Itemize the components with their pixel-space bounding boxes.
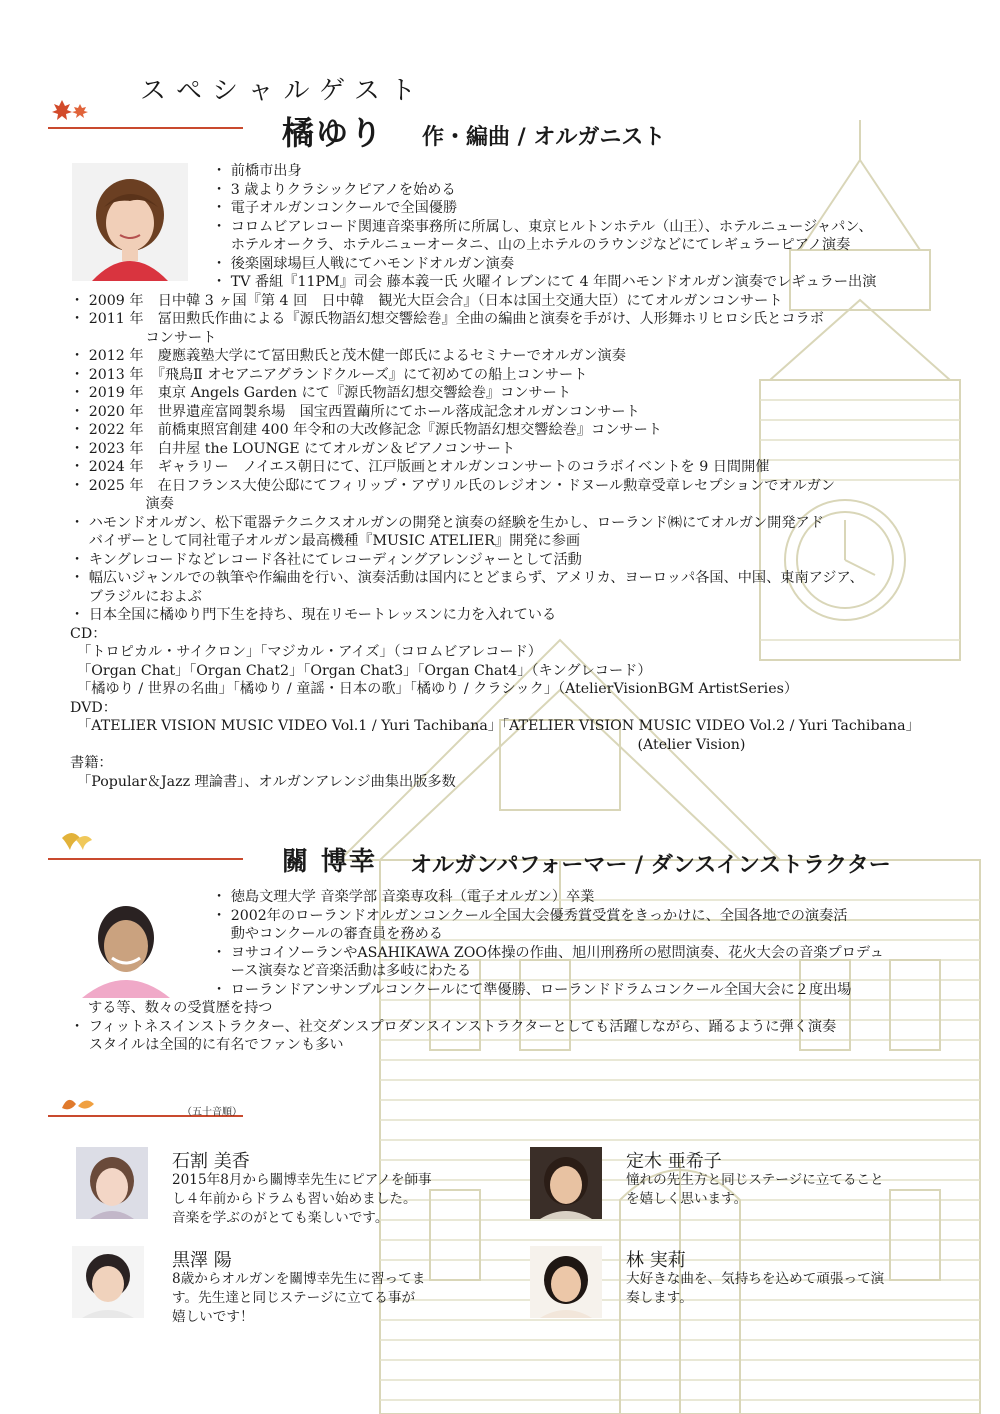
performer-comment-line: す。先生達と同じステージに立てる事が: [172, 1290, 416, 1306]
performer-name: 定木 亜希子: [626, 1151, 722, 1172]
guest1-bio-line: ・ TV 番組『11PM』司会 藤本義一氏 火曜イレブンにて 4 年間ハモンドオルガン演奏でレギュラー出演: [212, 274, 877, 290]
maple-leaf-icon: [52, 96, 92, 124]
guest1-bio-line: ・ 日本全国に橘ゆり門下生を持ち、現在リモートレッスンに力を入れている: [70, 607, 557, 623]
performer-photo: [72, 1246, 144, 1318]
guest1-bio: [70, 162, 920, 791]
performer-comment-line: を嬉しく思います。: [626, 1191, 748, 1207]
guest2-bio-line: スタイルは全国的に有名でファンも多い: [70, 1037, 344, 1053]
performer-photo: [530, 1246, 602, 1318]
performer-comment-line: し４年前からドラムも習い始めました。: [172, 1191, 417, 1207]
guest1-bio-line: ・ キングレコードなどレコード各社にてレコーディングアレンジャーとして活動: [70, 551, 582, 568]
performer-name: 石割 美香: [172, 1151, 250, 1172]
guest2-bio-line: する等、数々の受賞歴を持つ: [88, 1000, 273, 1016]
autumn-leaves-icon: [58, 1094, 98, 1114]
guest1-bio-line: ホテルオークラ、ホテルニューオータニ、山の上ホテルのラウンジなどにてレギュラーピアノ演奏: [212, 237, 851, 253]
guest1-bio-line: ・ 前橋市出身: [212, 163, 302, 179]
guest1-bio-line: ・ 2012 年 慶應義塾大学にて冨田勲氏と茂木健一郎氏によるセミナーでオルガン演奏: [70, 348, 626, 364]
section-divider: [48, 858, 243, 860]
performer-comment-line: 2015年8月から關博幸先生にピアノを師事: [172, 1172, 432, 1188]
ginkgo-leaf-icon: [58, 828, 94, 854]
performer-comment: [172, 1171, 432, 1228]
guest1-role: 作・編曲 / オルガニスト: [422, 125, 666, 150]
performer-comment-line: 嬉しいです！: [172, 1309, 254, 1325]
guest1-bio-line: 演奏: [70, 496, 174, 512]
guest1-bio-line: ・ 2024 年 ギャラリー ノイエス朝日にて、江戸版画とオルガンコンサートのコラボイベントを 9 日間開催: [70, 459, 770, 475]
guest2-bio-line: ・ 徳島文理大学 音楽学部 音楽専攻科（電子オルガン）卒業: [212, 889, 595, 905]
guest1-cd-line: 「トロピカル・サイクロン」「マジカル・アイズ」（コロムビアレコード）: [70, 644, 542, 660]
guest1-bio-line: ・ ハモンドオルガン、松下電器テクニクスオルガンの開発と演奏の経験を生かし、ローランド㈱にてオルガン開発アド: [70, 514, 824, 531]
performer-name: 林 実莉: [626, 1250, 686, 1271]
guest1-name: 橘ゆり: [282, 114, 385, 152]
guest2-bio-line: ・ ローランドアンサンブルコンクールにて準優勝、ローランドドラムコンクール全国大会に２度出場: [212, 981, 852, 998]
performer-comment: [626, 1171, 884, 1209]
guest1-cd-line: 「Organ Chat」「Organ Chat2」「Organ Chat3」「Organ Chat4」（キングレコード）: [70, 662, 652, 679]
order-note: （五十音順）: [182, 1107, 242, 1118]
performer-photo: [530, 1147, 602, 1219]
guest1-books-heading: 書籍：: [70, 755, 113, 771]
guest1-bio-line: ・ 2022 年 前橋東照宮創建 400 年令和の大改修記念『源氏物語幻想交響絵巻』コンサート: [70, 422, 662, 438]
guest1-dvd-heading: DVD：: [70, 699, 117, 716]
guest1-bio-line: バイザーとして同社電子オルガン最高機種『MUSIC ATELIER』開発に参画: [70, 533, 581, 549]
guest1-cd-line: 「橘ゆり / 世界の名曲」「橘ゆり / 童謡・日本の歌」「橘ゆり / クラシック」（AtelierVisionBGM ArtistSeries）: [70, 681, 799, 697]
performer-comment-line: 奏します。: [626, 1290, 693, 1306]
guest1-bio-line: ・ 2009 年 日中韓 3 ヶ国『第 4 回 日中韓 観光大臣会合』（日本は国土交通大臣）にてオルガンコンサート: [70, 292, 783, 309]
special-guest-heading: スペシャルゲスト: [140, 76, 426, 106]
guest2-bio-line: 動やコンクールの審査員を務める: [212, 926, 443, 942]
guest1-bio-line: ・ 2023 年 白井屋 the LOUNGE にてオルガン＆ピアノコンサート: [70, 440, 516, 457]
guest1-bio-line: ・ 幅広いジャンルでの執筆や作編曲を行い、演奏活動は国内にとどまらず、アメリカ、ヨーロッパ各国、中国、東南アジア、: [70, 570, 864, 586]
guest1-bio-line: ・ 2019 年 東京 Angels Garden にて『源氏物語幻想交響絵巻』コンサート: [70, 385, 572, 401]
guest1-bio-line: ・ 2011 年 冨田勲氏作曲による『源氏物語幻想交響絵巻』全曲の編曲と演奏を手がけ、人形舞ホリヒロシ氏とコラボ: [70, 311, 824, 327]
performer-comment-line: 大好きな曲を、気持ちを込めて頑張って演: [626, 1271, 885, 1287]
guest2-role: オルガンパフォーマー / ダンスインストラクター: [410, 853, 891, 878]
guest1-bio-line: ・ 3 歳よりクラシックピアノを始める: [212, 181, 456, 198]
performer-comment: [172, 1270, 425, 1327]
guest2-bio-line: ・ ヨサコイソーランやASAHIKAWA ZOO体操の作曲、旭川刑務所の慰問演奏、花火大会の音楽プロデュ: [212, 944, 884, 961]
guest1-cd-heading: CD：: [70, 625, 107, 642]
guest1-dvd-line: 「ATELIER VISION MUSIC VIDEO Vol.1 / Yuri Tachibana」「ATELIER VISION MUSIC VIDEO Vol.2 / Yuri Tachibana」: [70, 718, 920, 734]
guest1-books-line: 「Popular＆Jazz 理論書」、オルガンアレンジ曲集出版多数: [70, 773, 456, 790]
guest2-bio-line: ・ フィットネスインストラクター、社交ダンスプロダンスインストラクターとしても活躍しながら、踊るように弾く演奏: [70, 1018, 837, 1035]
guest1-bio-line: コンサート: [70, 329, 217, 346]
performer-comment-line: 8歳からオルガンを關博幸先生に習ってま: [172, 1271, 426, 1287]
guest1-bio-line: ・ 2020 年 世界遺産富岡製糸場 国宝西置繭所にてホール落成記念オルガンコンサート: [70, 403, 640, 420]
guest1-dvd-label: (Atelier Vision): [70, 736, 746, 753]
guest2-name: 關 博幸: [282, 847, 378, 877]
guest1-bio-line: ・ 後楽園球場巨人戦にてハモンドオルガン演奏: [212, 255, 515, 272]
guest1-bio-line: ・ 電子オルガンコンクールで全国優勝: [212, 200, 458, 216]
guest1-bio-line: ・ 2013 年 『飛鳥Ⅱ オセアニアグランドクルーズ』にて初めての船上コンサート: [70, 366, 588, 383]
performer-comment-line: 音楽を学ぶのがとても楽しいです。: [172, 1210, 389, 1226]
performer-comment: [626, 1270, 884, 1308]
guest2-bio-line: ・ 2002年のローランドオルガンコンクール全国大会優秀賞受賞をきっかけに、全国各地での演奏活: [212, 907, 848, 924]
guest1-bio-line: ・ コロムビアレコード関連音楽事務所に所属し、東京ヒルトンホテル（山王）、ホテルニュージャパン、: [212, 218, 873, 235]
guest1-bio-line: ・ 2025 年 在日フランス大使公邸にてフィリップ・アヴリル氏のレジオン・ドヌール勲章受章レセプションでオルガン: [70, 477, 836, 494]
guest1-bio-line: ブラジルにおよぶ: [70, 588, 202, 605]
performer-photo: [76, 1147, 148, 1219]
performer-comment-line: 憧れの先生方と同じステージに立てること: [626, 1172, 884, 1188]
guest2-bio-line: ース演奏など音楽活動は多岐にわたる: [212, 963, 472, 979]
section-divider: [48, 127, 243, 129]
performer-name: 黒澤 陽: [172, 1250, 232, 1271]
guest2-bio: [70, 888, 884, 1055]
